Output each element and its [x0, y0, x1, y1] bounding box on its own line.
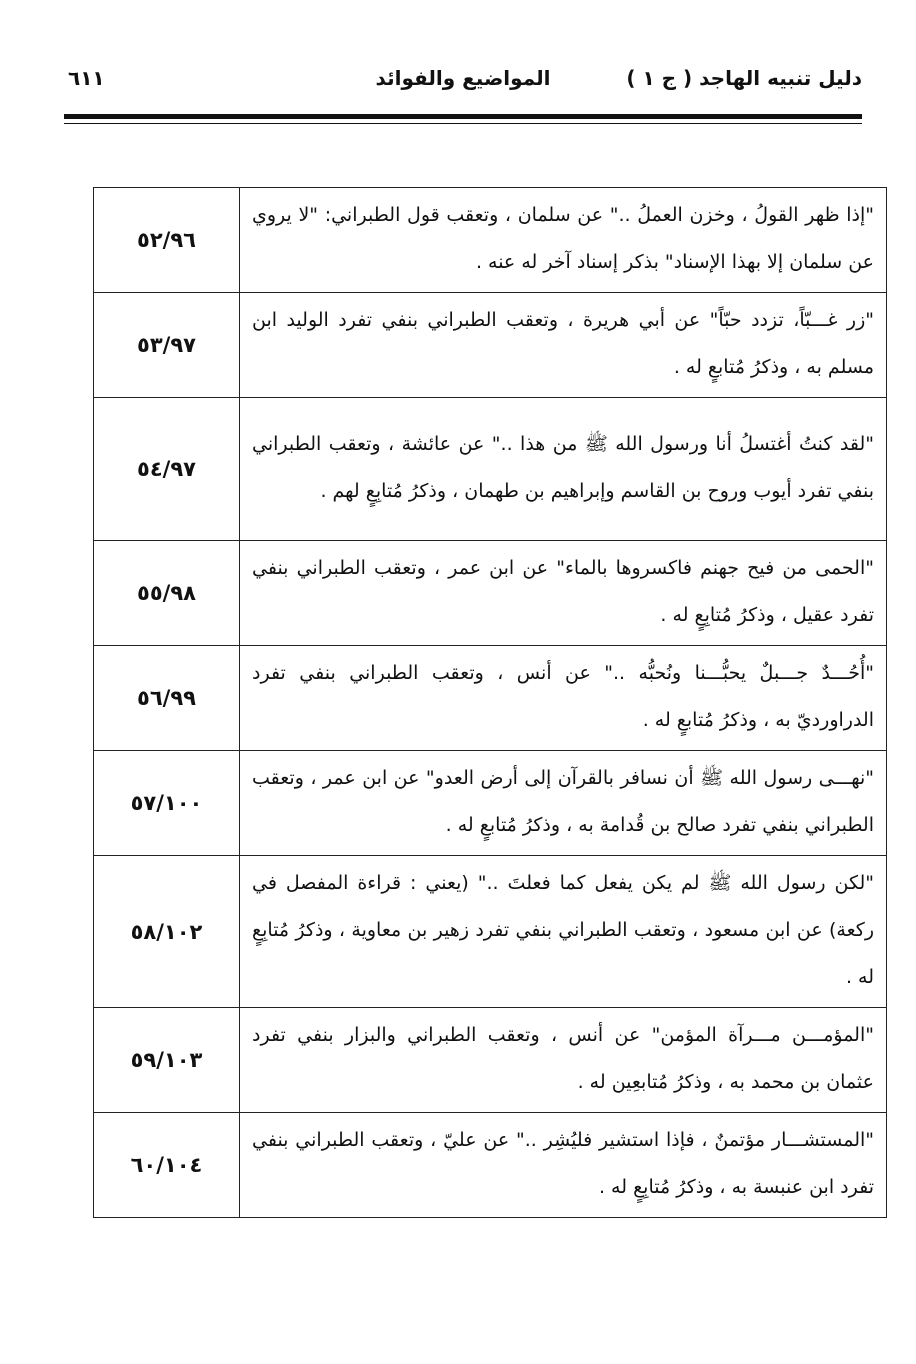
table-row	[94, 856, 887, 1008]
entry-text: "المستشـــار مؤتمنٌ ، فإذا استشير فليُشِر .." عن عليّ ، وتعقب الطبراني بنفي تفرد ابن عنبسة به ، وذكرُ مُتابِعٍ له .	[240, 1113, 887, 1218]
entry-reference: ٥٢/٩٦	[94, 188, 240, 293]
running-header	[64, 58, 862, 108]
entries-table	[93, 187, 887, 1218]
entry-text: "إذا ظهر القولُ ، وخزن العملُ .." عن سلمان ، وتعقب قول الطبراني: "لا يروي عن سلمان إلا بهذا الإسناد" بذكر إسناد آخر له عنه .	[240, 188, 887, 293]
entry-reference: ٥٧/١٠٠	[94, 751, 240, 856]
entry-text: "المؤمـــن مـــرآة المؤمن" عن أنس ، وتعقب الطبراني والبزار بنفي تفرد عثمان بن محمد به ، وذكرُ مُتابعِين له .	[240, 1008, 887, 1113]
entry-text: "لكن رسول الله ﷺ لم يكن يفعل كما فعلتَ .." (يعني : قراءة المفصل في ركعة) عن ابن مسعود ، وتعقب الطبراني بنفي تفرد زهير بن معاوية ، وذكرُ مُتابِعٍ له .	[240, 856, 887, 1008]
table-row	[94, 541, 887, 646]
header-rule-thin	[64, 123, 862, 124]
table-row	[94, 1113, 887, 1218]
entry-reference: ٥٨/١٠٢	[94, 856, 240, 1008]
table-row	[94, 188, 887, 293]
entry-reference: ٥٦/٩٩	[94, 646, 240, 751]
entry-reference: ٦٠/١٠٤	[94, 1113, 240, 1218]
table-row	[94, 751, 887, 856]
page-number: ٦١١	[68, 66, 105, 90]
table-row	[94, 398, 887, 541]
header-rule-thick	[64, 114, 862, 119]
book-title: دليل تنبيه الهاجد ( ج ١ )	[626, 66, 862, 90]
entry-text: "أُحُـــدٌ جـــبلٌ يحبُّـــنا ونُحبُّه .." عن أنس ، وتعقب الطبراني بنفي تفرد الدراورديّ به ، وذكرُ مُتابعٍ له .	[240, 646, 887, 751]
entry-reference: ٥٣/٩٧	[94, 293, 240, 398]
entry-reference: ٥٩/١٠٣	[94, 1008, 240, 1113]
entry-text: "نهـــى رسول الله ﷺ أن نسافر بالقرآن إلى أرض العدو" عن ابن عمر ، وتعقب الطبراني بنفي تفرد صالح بن قُدامة به ، وذكرُ مُتابعٍ له .	[240, 751, 887, 856]
entry-reference: ٥٤/٩٧	[94, 398, 240, 541]
entry-text: "الحمى من فيح جهنم فاكسروها بالماء" عن ابن عمر ، وتعقب الطبراني بنفي تفرد عقيل ، وذكرُ مُتابِعٍ له .	[240, 541, 887, 646]
table-row	[94, 646, 887, 751]
entry-reference: ٥٥/٩٨	[94, 541, 240, 646]
entry-text: "لقد كنتُ أغتسلُ أنا ورسول الله ﷺ من هذا .." عن عائشة ، وتعقب الطبراني بنفي تفرد أيوب وروح بن القاسم وإبراهيم بن طهمان ، وذكرُ مُتابِعٍ لهم .	[240, 398, 887, 541]
table-row	[94, 293, 887, 398]
section-title: المواضيع والفوائد	[375, 66, 551, 90]
entry-text: "زر غـــبّاً، تزدد حبّاً" عن أبي هريرة ، وتعقب الطبراني بنفي تفرد الوليد ابن مسلم به ، وذكرُ مُتابعٍ له .	[240, 293, 887, 398]
table-row	[94, 1008, 887, 1113]
